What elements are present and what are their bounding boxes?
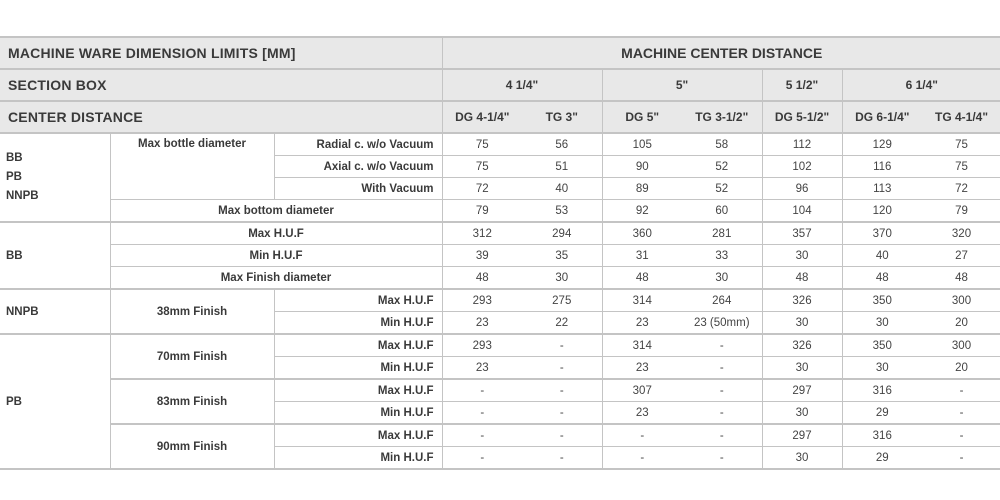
cell: 30: [842, 312, 922, 335]
title-left: MACHINE WARE DIMENSION LIMITS [MM]: [0, 37, 442, 69]
center-distance-cell: TG 3-1/2": [682, 101, 762, 133]
cell: 370: [842, 222, 922, 245]
cell: -: [522, 334, 602, 357]
table-row: [0, 200, 1000, 223]
cell: 72: [442, 178, 522, 200]
cell: 264: [682, 289, 762, 312]
cell: 96: [762, 178, 842, 200]
cell: -: [442, 447, 522, 470]
cell: 23: [602, 357, 682, 380]
cell: 297: [762, 424, 842, 447]
cell: 360: [602, 222, 682, 245]
cell: 300: [922, 289, 1000, 312]
section-box-cell: 6 1/4": [842, 69, 1000, 101]
row-label: Min H.U.F: [274, 312, 442, 335]
cell: 48: [442, 267, 522, 290]
cell: 297: [762, 379, 842, 402]
cell: 79: [442, 200, 522, 223]
table-row: [0, 245, 1000, 267]
group-label-pb: PB: [0, 334, 110, 469]
cell: 312: [442, 222, 522, 245]
cell: 316: [842, 424, 922, 447]
cell: 116: [842, 156, 922, 178]
cell: -: [682, 447, 762, 470]
cell: -: [682, 379, 762, 402]
cell: 30: [842, 357, 922, 380]
group-label-bb: BB: [0, 222, 110, 289]
cell: 51: [522, 156, 602, 178]
row-label: Max H.U.F: [274, 379, 442, 402]
cell: -: [442, 379, 522, 402]
cell: -: [682, 334, 762, 357]
cell: -: [682, 424, 762, 447]
cell: 105: [602, 133, 682, 156]
center-distance-cell: DG 4-1/4": [442, 101, 522, 133]
finish-label: 90mm Finish: [110, 424, 274, 469]
cell: -: [602, 424, 682, 447]
cell: 48: [762, 267, 842, 290]
cell: 316: [842, 379, 922, 402]
cell: 112: [762, 133, 842, 156]
cell: 58: [715, 138, 729, 151]
row-label: Max Finish diameter: [110, 267, 442, 290]
finish-label: 38mm Finish: [110, 289, 274, 334]
cell: 30: [762, 245, 842, 267]
cell: 275: [522, 289, 602, 312]
row-label: Max H.U.F: [274, 289, 442, 312]
cell: 48: [922, 267, 1000, 290]
cell: 39: [442, 245, 522, 267]
cell: -: [682, 357, 762, 380]
cell: 27: [922, 245, 1000, 267]
center-distance-cell: DG 5-1/2": [762, 101, 842, 133]
dimension-limits-table: [0, 36, 1000, 470]
cell: -: [522, 447, 602, 470]
cell: 20: [922, 312, 1000, 335]
cell: -: [602, 447, 682, 470]
cell: 30: [762, 402, 842, 425]
group-label-nnpb: NNPB: [0, 289, 110, 334]
cell: 30: [522, 267, 602, 290]
row-label: Axial c. w/o Vacuum: [274, 156, 442, 178]
cell: 29: [842, 402, 922, 425]
cell: 314: [602, 334, 682, 357]
row-label: Min H.U.F: [274, 402, 442, 425]
cell: 102: [762, 156, 842, 178]
finish-label: 70mm Finish: [110, 334, 274, 379]
cell: 23: [602, 402, 682, 425]
row-label: Min H.U.F: [274, 447, 442, 470]
table-row: [0, 289, 1000, 312]
cell: 281: [682, 222, 762, 245]
cell: 48: [842, 267, 922, 290]
cell: 53: [522, 200, 602, 223]
cell: 48: [602, 267, 682, 290]
cell: -: [442, 402, 522, 425]
group-label-bb-pb-nnpb: BB PB NNPB: [6, 152, 39, 202]
cell: 35: [522, 245, 602, 267]
center-distance-row: [0, 101, 1000, 133]
cell: 326: [762, 289, 842, 312]
cell: 294: [522, 222, 602, 245]
table-row: [0, 379, 1000, 402]
center-distance-cell: DG 6-1/4": [842, 101, 922, 133]
section-box-cell: 5": [602, 69, 762, 101]
cell: 29: [842, 447, 922, 470]
cell: 92: [602, 200, 682, 223]
cell: 30: [762, 447, 842, 470]
title-right: MACHINE CENTER DISTANCE: [442, 37, 1000, 69]
cell: 293: [442, 289, 522, 312]
cell: 357: [762, 222, 842, 245]
row-label: Min H.U.F: [110, 245, 442, 267]
cell: 89: [602, 178, 682, 200]
cell: -: [922, 447, 1000, 470]
cell: 350: [842, 334, 922, 357]
cell: 23: [602, 312, 682, 335]
cell: 72: [922, 178, 1000, 200]
cell: 31: [602, 245, 682, 267]
cell: 52: [682, 178, 762, 200]
cell: -: [922, 379, 1000, 402]
row-label: With Vacuum: [274, 178, 442, 200]
row-label: Max H.U.F: [274, 424, 442, 447]
cell: -: [442, 424, 522, 447]
table-row: [0, 424, 1000, 447]
cell: 129: [842, 133, 922, 156]
max-bottle-diameter-label: Max bottle diameter: [110, 133, 274, 200]
title-row: [0, 37, 1000, 69]
cell: 75: [922, 156, 1000, 178]
row-label: Radial c. w/o Vacuum: [274, 133, 442, 156]
cell: 40: [522, 178, 602, 200]
cell: 23: [442, 312, 522, 335]
cell: 75: [442, 133, 522, 156]
cell: 22: [522, 312, 602, 335]
cell: -: [522, 379, 602, 402]
cell: -: [922, 402, 1000, 425]
cell: 79: [922, 200, 1000, 223]
table-row: [0, 267, 1000, 290]
cell: -: [922, 424, 1000, 447]
section-box-label: SECTION BOX: [0, 69, 442, 101]
cell: 52: [682, 156, 762, 178]
cell: -: [522, 357, 602, 380]
row-label: Max bottom diameter: [110, 200, 442, 223]
cell: 307: [602, 379, 682, 402]
cell: 314: [602, 289, 682, 312]
cell: 33: [682, 245, 762, 267]
cell: 75: [442, 156, 522, 178]
cell: 120: [842, 200, 922, 223]
center-distance-cell: TG 3": [522, 101, 602, 133]
cell: -: [522, 402, 602, 425]
cell: 30: [762, 312, 842, 335]
section-box-cell: 5 1/2": [762, 69, 842, 101]
row-label: Max H.U.F: [274, 334, 442, 357]
cell: 75: [955, 138, 968, 151]
dimension-limits-table-wrapper: [0, 36, 1000, 470]
cell: 56: [555, 138, 569, 151]
cell: 350: [842, 289, 922, 312]
cell: -: [522, 424, 602, 447]
table-row: [0, 334, 1000, 357]
center-distance-cell: TG 4-1/4": [922, 101, 1000, 133]
table-row: [0, 222, 1000, 245]
section-box-row: [0, 69, 1000, 101]
cell: 326: [762, 334, 842, 357]
cell: 90: [602, 156, 682, 178]
cell: -: [682, 402, 762, 425]
cell: 60: [682, 200, 762, 223]
finish-label: 83mm Finish: [110, 379, 274, 424]
row-label: Min H.U.F: [274, 357, 442, 380]
cell: 113: [842, 178, 922, 200]
cell: 300: [922, 334, 1000, 357]
cell: 320: [922, 222, 1000, 245]
cell: 23: [442, 357, 522, 380]
cell: 30: [682, 267, 762, 290]
cell: 40: [842, 245, 922, 267]
row-label: Max H.U.F: [110, 222, 442, 245]
cell: 23 (50mm): [682, 312, 762, 335]
center-distance-label: CENTER DISTANCE: [0, 101, 442, 133]
section-box-cell: 4 1/4": [442, 69, 602, 101]
cell: 293: [442, 334, 522, 357]
cell: 30: [762, 357, 842, 380]
table-row: [0, 133, 1000, 156]
cell: 20: [922, 357, 1000, 380]
cell: 104: [762, 200, 842, 223]
center-distance-cell: DG 5": [602, 101, 682, 133]
